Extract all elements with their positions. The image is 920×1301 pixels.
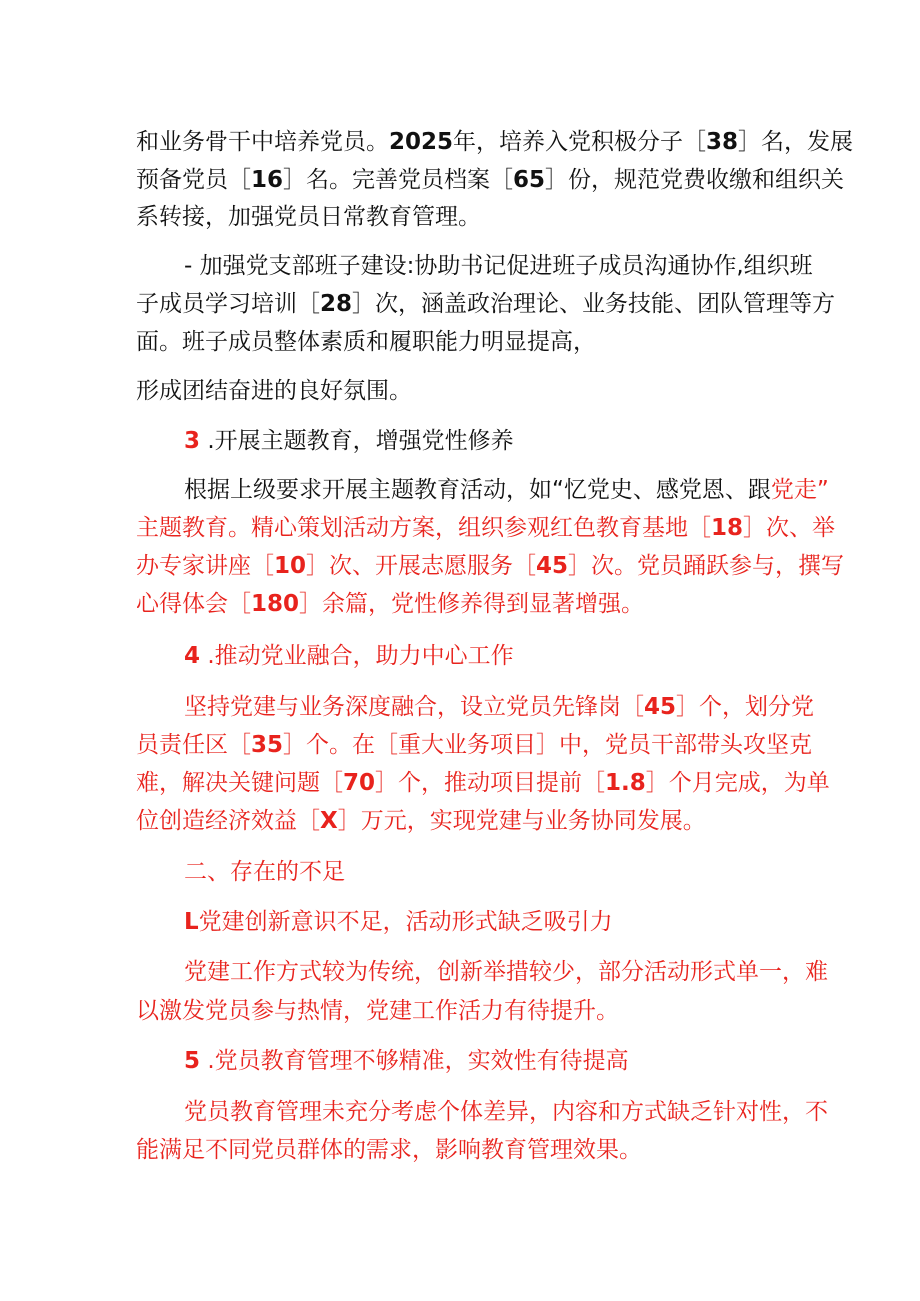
para1-line3: 系转接，加强党员日常教育管理。 (136, 204, 481, 230)
para1-line1 (136, 126, 853, 158)
heading-text: .党员教育管理不够精准，实效性有待提高 (207, 1048, 629, 1074)
heading-l (184, 906, 613, 938)
heading-text: .推动党业融合，助力中心工作 (207, 643, 514, 669)
text-run: ］名。完善党员档案［ (283, 167, 514, 193)
count-number: 35 (251, 732, 284, 758)
para4-line4 (136, 805, 706, 837)
text-run: 坚持党建与业务深度融合，设立党员先锋岗［ (184, 694, 644, 720)
text-run: ］次，涵盖政治理论、业务技能、团队管理等方 (352, 291, 836, 317)
para6-line1: 党员教育管理未充分考虑个体差异，内容和方式缺乏针对性，不 (184, 1099, 828, 1125)
text-run: 办专家讲座［ (136, 553, 274, 579)
para4-line3 (136, 767, 830, 799)
text-run: 主题教育。精心策划活动方案，组织参观红色教育基地［ (136, 515, 711, 541)
heading-number: 4 (184, 643, 201, 669)
count-number: X (320, 808, 338, 834)
text-run: 位创造经济效益［ (136, 808, 320, 834)
text-run: 员责任区［ (136, 732, 251, 758)
text-run: ］份，规范党费收缴和组织关 (545, 167, 845, 193)
para2-line4: 形成团结奋进的良好氛围。 (136, 378, 412, 404)
text-run: ］个。在［重大业务项目］中，党员干部带头攻坚克 (283, 732, 813, 758)
heading-3 (184, 425, 514, 457)
text-run: 预备党员［ (136, 167, 251, 193)
heading-text: .开展主题教育，增强党性修养 (207, 428, 514, 454)
count-number: 10 (274, 553, 307, 579)
text-run: ］次、举 (743, 515, 836, 541)
text-run: 和业务骨干中培养党员。 (136, 129, 389, 155)
text-run: 子成员学习培训［ (136, 291, 320, 317)
count-number: 70 (343, 770, 376, 796)
heading-number: 5 (184, 1048, 201, 1074)
text-run: ］次、开展志愿服务［ (306, 553, 537, 579)
text-run: ］个月完成，为单 (645, 770, 830, 796)
text-run: 年，培养入党积极分子［ (453, 129, 707, 155)
count-number: 65 (513, 167, 546, 193)
para3-line2 (136, 512, 835, 544)
count-number: 18 (711, 515, 744, 541)
para4-line2 (136, 729, 812, 761)
text-run: 心得体会［ (136, 591, 251, 617)
heading-number: 3 (184, 428, 201, 454)
para2-line3: 面。班子成员整体素质和履职能力明显提高， (136, 329, 596, 355)
text-run: ］次。党员踊跃参与，撰写 (568, 553, 845, 579)
heading-number: L (184, 909, 199, 935)
text-run: 根据上级要求开展主题教育活动，如“忆党史、感党恩、跟 (184, 477, 771, 503)
count-number: 45 (644, 694, 677, 720)
text-run: ］个，推动项目提前［ (375, 770, 606, 796)
text-run: ］名，发展 (738, 129, 854, 155)
text-run: ］余篇，党性修养得到显著增强。 (299, 591, 645, 617)
section-heading: 二、存在的不足 (184, 859, 345, 885)
heading-text: 党建创新意识不足，活动形式缺乏吸引力 (198, 909, 613, 935)
text-run: 难，解决关键问题［ (136, 770, 343, 796)
para2-line2 (136, 288, 835, 320)
count-number: 45 (536, 553, 569, 579)
text-run: ］个，划分党 (676, 694, 815, 720)
para6-line2: 能满足不同党员群体的需求，影响教育管理效果。 (136, 1137, 642, 1163)
para3-line3 (136, 550, 844, 582)
count-number: 1.8 (605, 770, 646, 796)
para3-line4 (136, 588, 644, 620)
para5-line1: 党建工作方式较为传统，创新举措较少，部分活动形式单一，难 (184, 959, 828, 985)
text-run: ］万元，实现党建与业务协同发展。 (337, 808, 706, 834)
count-number: 16 (251, 167, 284, 193)
para2-line1: - 加强党支部班子建设:协助书记促进班子成员沟通协作,组织班 (184, 253, 813, 279)
year-number: 2025 (389, 129, 454, 155)
para5-line2: 以激发党员参与热情，党建工作活力有待提升。 (136, 998, 619, 1024)
text-run: 党走” (770, 477, 829, 503)
heading-5 (184, 1045, 629, 1077)
count-number: 38 (706, 129, 739, 155)
heading-4 (184, 640, 514, 672)
para1-line2 (136, 164, 844, 196)
para4-line1 (184, 691, 814, 723)
para3-line1 (184, 474, 829, 506)
count-number: 180 (251, 591, 300, 617)
count-number: 28 (320, 291, 353, 317)
